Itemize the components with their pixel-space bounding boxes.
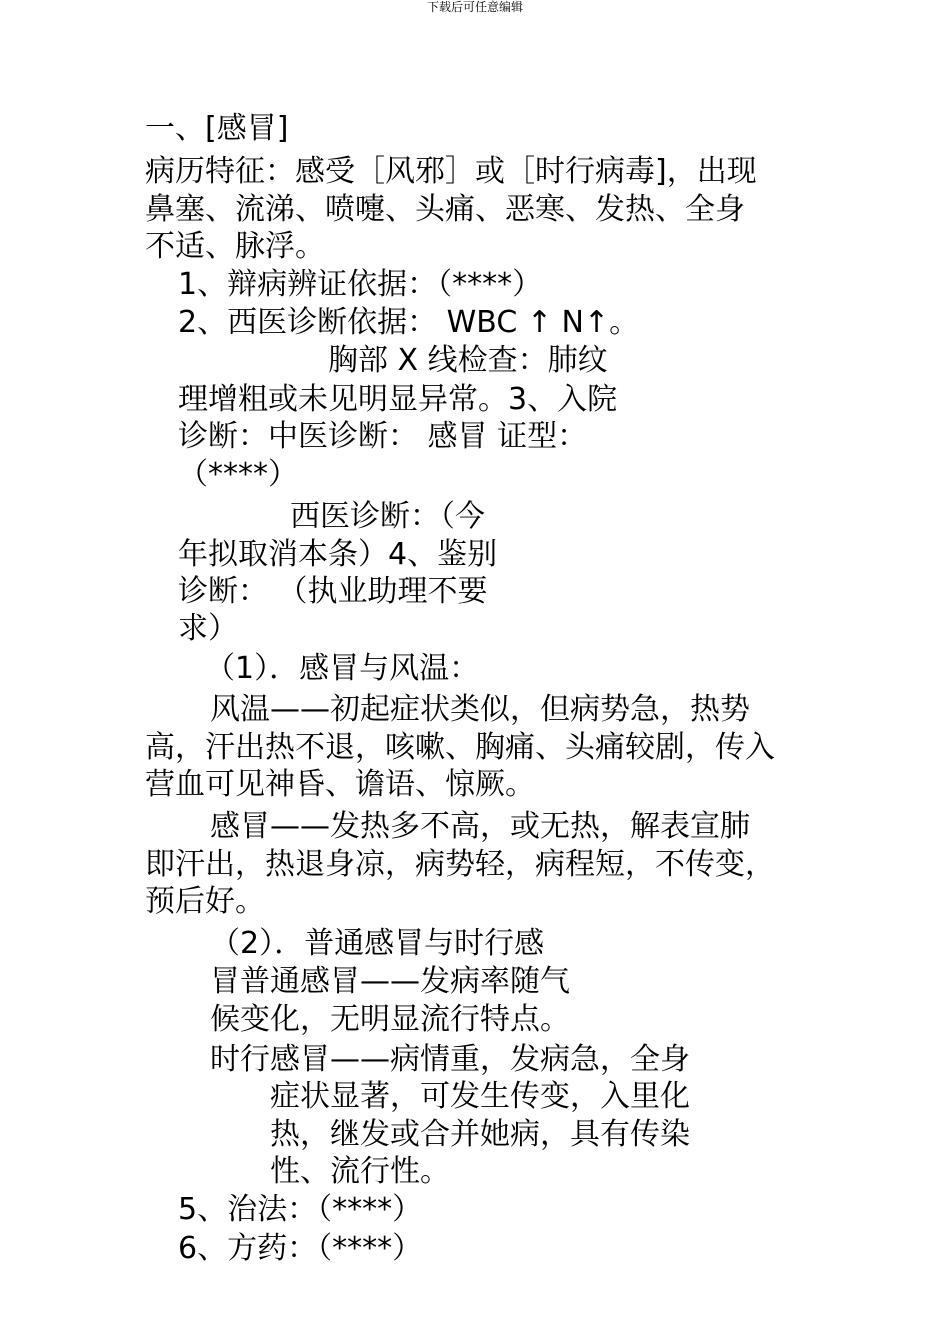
section-title: 一、[感冒] — [145, 111, 289, 146]
subheading: （2）．普通感冒与时行感 — [210, 926, 545, 961]
body-line: 西医诊断：（今 — [290, 499, 485, 534]
body-line: 感冒——发热多不高，或无热，解表宣肺 — [210, 809, 750, 844]
body-line: 即汗出，热退身凉，病势轻，病程短，不传变， — [145, 847, 775, 882]
body-line: 年拟取消本条）4、鉴别 — [178, 537, 498, 572]
body-line: 胸部 X 线检查：肺纹 — [328, 343, 608, 378]
body-line: 症状显著，可发生传变，入里化 — [270, 1079, 690, 1114]
body-line: 营血可见神昏、谵语、惊厥。 — [145, 767, 535, 802]
list-item: 2、西医诊断依据： WBC ↑ N↑。 — [178, 305, 640, 340]
body-line: 冒普通感冒——发病率随气 — [210, 964, 570, 999]
body-line: 高，汗出热不退，咳嗽、胸痛、头痛较剧，传入 — [145, 730, 775, 765]
body-line: 不适、脉浮。 — [145, 229, 325, 264]
body-line: 诊断： （执业助理不要 — [178, 574, 488, 609]
body-line: 热，继发或合并她病，具有传染 — [270, 1117, 690, 1152]
subheading: （1）．感冒与风温： — [205, 651, 480, 686]
body-line: 性、流行性。 — [270, 1154, 450, 1189]
body-line: 病历特征：感受［风邪］或［时行病毒]，出现 — [145, 154, 757, 189]
body-line: 预后好。 — [145, 884, 265, 919]
body-line: 鼻塞、流涕、喷嚏、头痛、恶寒、发热、全身 — [145, 192, 745, 227]
list-item: 5、治法：（****） — [178, 1192, 423, 1227]
list-item: 6、方药：（****） — [178, 1231, 423, 1266]
body-line: 风温——初起症状类似，但病势急，热势 — [210, 692, 750, 727]
page-header: 下载后可任意编辑 — [426, 0, 523, 14]
body-line: 求） — [178, 611, 238, 646]
body-line: 理增粗或未见明显异常。3、入院 — [178, 382, 618, 417]
body-line: 时行感冒——病情重，发病急，全身 — [210, 1042, 690, 1077]
list-item: 1、辩病辨证依据：（****） — [178, 267, 543, 302]
body-line: 诊断：中医诊断： 感冒 证型： — [178, 419, 588, 454]
body-line: （****） — [178, 457, 298, 492]
body-line: 候变化，无明显流行特点。 — [210, 1002, 570, 1037]
